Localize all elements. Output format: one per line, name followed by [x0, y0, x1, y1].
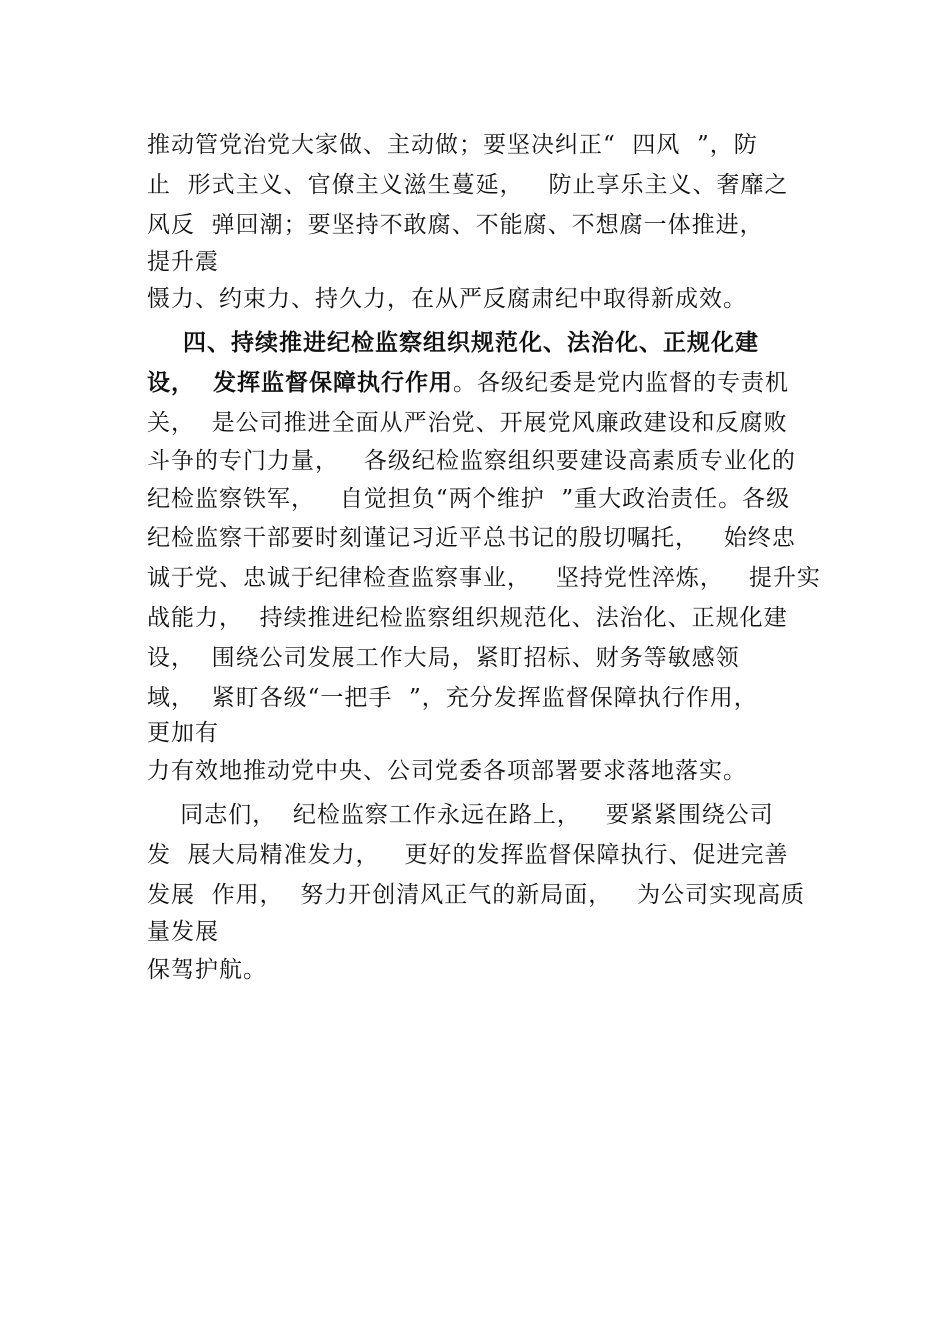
section-heading-rest: 。各级纪委是党内监督的专责机 — [453, 370, 790, 396]
paragraph-3-line-3: 发展 作用， 努力开创清风正气的新局面， 为公司实现高质 — [147, 882, 806, 908]
paragraph-3-line-4: 量发展 — [147, 919, 219, 945]
paragraph-2-line-9: 设， 围绕公司发展工作大局，紧盯招标、财务等敏感领 — [147, 645, 740, 671]
paragraph-1-line-3: 风反 弹回潮；要坚持不敢腐、不能腐、不想腐一体推进， — [147, 212, 764, 238]
paragraph-2-line-8: 战能力， 持续推进纪检监察组织规范化、法治化、正规化建 — [147, 605, 788, 631]
paragraph-2-line-3: 关， 是公司推进全面从严治党、开展党风廉政建设和反腐败 — [147, 410, 788, 436]
paragraph-2-line-6: 纪检监察干部要时刻谨记习近平总书记的殷切嘱托， 始终忠 — [147, 525, 796, 551]
paragraph-1-line-2: 止 形式主义、官僚主义滋生蔓延， 防止享乐主义、奢靡之 — [147, 172, 789, 198]
paragraph-1-line-4: 提升震 — [147, 249, 219, 275]
section-heading-bold: 设， 发挥监督保障执行作用 — [147, 369, 454, 396]
paragraph-3-line-2: 发 展大局精准发力， 更好的发挥监督保障执行、促进完善 — [147, 842, 789, 868]
paragraph-2-line-12: 力有效地推动党中央、公司党委各项部署要求落地落实。 — [147, 758, 747, 784]
paragraph-1-line-1: 推动管党治党大家做、主动做；要坚决纠正“ 四风 ”，防 — [147, 132, 758, 158]
paragraph-1-line-5: 慑力、约束力、持久力，在从严反腐肃纪中取得新成效。 — [147, 286, 747, 312]
paragraph-3-line-5: 保驾护航。 — [147, 957, 267, 983]
paragraph-2-line-11: 更加有 — [147, 720, 219, 746]
paragraph-2-line-5: 纪检监察铁军， 自觉担负“两个维护 ”重大政治责任。各级 — [147, 486, 791, 512]
section-heading-line-1: 四、持续推进纪检监察组织规范化、法治化、正规化建 — [147, 329, 760, 356]
section-heading-line-2 — [147, 368, 789, 398]
paragraph-2-line-4: 斗争的专门力量， 各级纪检监察组织要建设高素质专业化的 — [147, 448, 796, 474]
paragraph-3-line-1: 同志们， 纪检监察工作永远在路上， 要紧紧围绕公司 — [147, 802, 774, 828]
paragraph-2-line-7: 诚于党、忠诚于纪律检查监察事业， 坚持党性淬炼， 提升实 — [147, 565, 821, 591]
paragraph-2-line-10: 域， 紧盯各级“一把手 ”，充分发挥监督保障执行作用， — [147, 685, 758, 711]
